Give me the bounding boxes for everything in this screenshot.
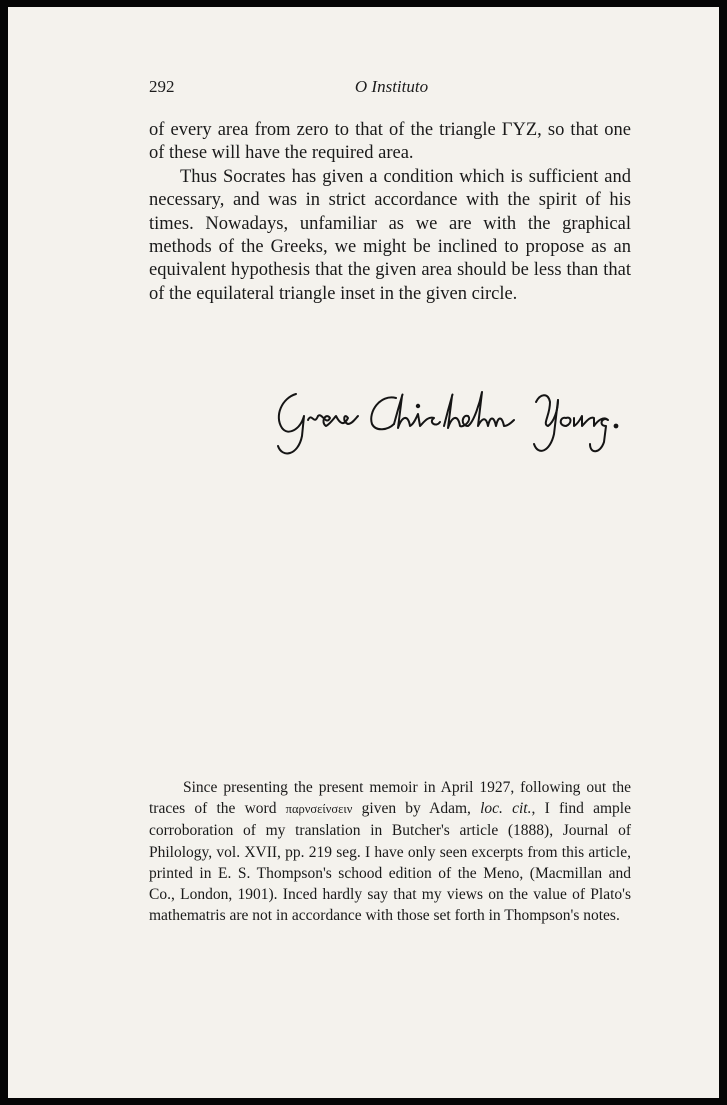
footnote-text-3: , I find ample corroboration of my translation in Butcher's article (1888), Journal of Philology, vol. XVII, pp. 219 seg. I have only seen excerpts from this article, printed in E. S. Thompson's schood edition of the Meno, (Macmillan and Co., London, 1901). Inced hardly say that my views on the value of Plato's mathematris are not in accordance with those set forth in Thompson's notes. <box>149 800 631 925</box>
main-text <box>149 119 631 306</box>
page-number: 292 <box>149 77 175 96</box>
footnote-paragraph <box>149 777 631 926</box>
footnote <box>149 777 631 926</box>
footnote-loc-cit: loc. cit. <box>480 800 532 818</box>
journal-title: O Instituto <box>354 77 429 96</box>
paragraph-2: Thus Socrates has given a condition which is sufficient and necessary, and was in strict accordance with the spirit of his times. Nowadays, unfamiliar as we are with the graphical methods of the Greeks, we might be inclined to propose as an equivalent hypothesis that the given area should be less than that of the equilateral triangle inset in the given circle. <box>149 166 631 304</box>
footnote-text-2: given by Adam, <box>352 800 481 818</box>
paragraph-1: of every area from zero to that of the triangle ΓYZ, so that one of these will have the required area. <box>149 120 631 164</box>
footnote-greek-word: παρνσείνσειν <box>285 802 353 817</box>
footnote-text-1: Since presenting the present memoir in April 1927, following out the traces of the word <box>149 779 631 818</box>
document-page <box>8 7 719 1098</box>
running-head <box>149 77 634 105</box>
handwritten-signature <box>268 372 628 462</box>
